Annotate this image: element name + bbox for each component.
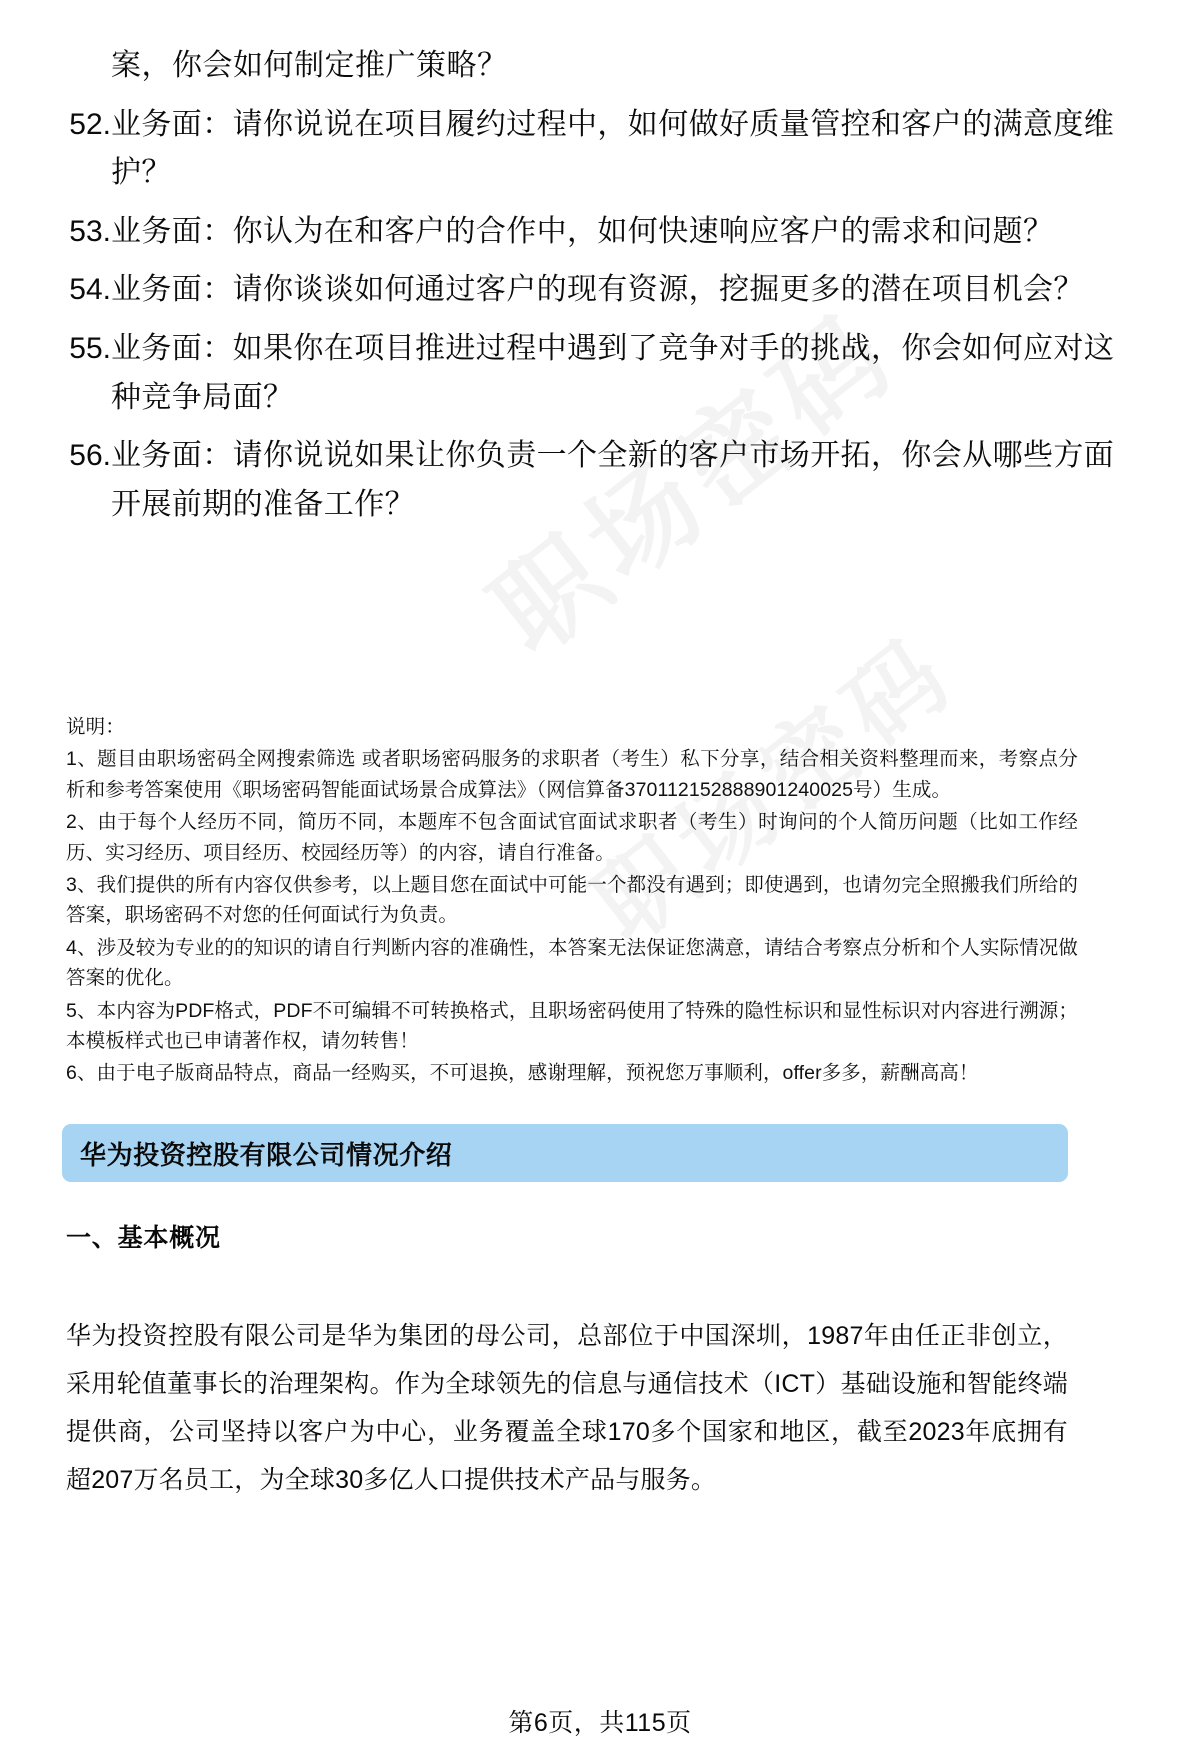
- question-number: 53.: [69, 214, 111, 248]
- question-number: 54.: [69, 273, 111, 307]
- question-text: 业务面：如果你在项目推进过程中遇到了竞争对手的挑战，你会如何应对这种竞争局面？: [111, 331, 1115, 414]
- page-number-label: 第6页，共115页: [508, 1709, 692, 1737]
- note-item: 6、由于电子版商品特点，商品一经购买，不可退换，感谢理解，预祝您万事顺利，offer多多，薪酬高高！: [66, 1062, 979, 1085]
- section-heading: 一、基本概况: [66, 1224, 221, 1252]
- section-content: [66, 1218, 1068, 1504]
- note-item: 3、我们提供的所有内容仅供参考，以上题目您在面试中可能一个都没有遇到；即使遇到，也请勿完全照搬我们所给的答案，职场密码不对您的任何面试行为负责。: [66, 874, 1078, 927]
- section-paragraph: 华为投资控股有限公司是华为集团的母公司，总部位于中国深圳，1987年由任正非创立，采用轮值董事长的治理架构。作为全球领先的信息与通信技术（ICT）基础设施和智能终端提供商，公司坚持以客户为中心，业务覆盖全球170多个国家和地区，截至2023年底拥有超207万名员工，为全球30多亿人口提供技术产品与服务。: [66, 1322, 1068, 1494]
- page-footer: [0, 1703, 1200, 1739]
- question-item: [0, 101, 1200, 198]
- question-number: 52.: [69, 107, 111, 141]
- notes-title: 说明：: [66, 716, 125, 738]
- note-item: 4、涉及较为专业的的知识的请自行判断内容的准确性，本答案无法保证您满意，请结合考察点分析和个人实际情况做答案的优化。: [66, 936, 1078, 990]
- question-item: [0, 266, 1200, 315]
- question-text: 业务面：请你说说如果让你负责一个全新的客户市场开拓，你会从哪些方面开展前期的准备工作？: [111, 439, 1115, 521]
- question-item: [0, 208, 1200, 257]
- question-number: 55.: [69, 331, 111, 365]
- note-item: 5、本内容为PDF格式，PDF不可编辑不可转换格式，且职场密码使用了特殊的隐性标识和显性标识对内容进行溯源；本模板样式也已申请著作权，请勿转售！: [66, 999, 1078, 1053]
- section-banner: [62, 1124, 1068, 1182]
- question-list: [0, 42, 1200, 539]
- question-item: [0, 325, 1200, 422]
- question-number: 56.: [69, 439, 111, 473]
- question-continuation-text: 案，你会如何制定推广策略？: [111, 49, 508, 82]
- section-banner-title: 华为投资控股有限公司情况介绍: [80, 1139, 453, 1170]
- notes-block: [66, 712, 1078, 1091]
- question-text: 业务面：请你说说在项目履约过程中，如何做好质量管控和客户的满意度维护？: [111, 107, 1115, 190]
- question-item: [0, 432, 1200, 529]
- question-text: 业务面：你认为在和客户的合作中，如何快速响应客户的需求和问题？: [111, 214, 1054, 248]
- note-item: 2、由于每个人经历不同，简历不同，本题库不包含面试官面试求职者（考生）时询问的个人简历问题（比如工作经历、实习经历、项目经历、校园经历等）的内容，请自行准备。: [66, 811, 1078, 864]
- question-text: 业务面：请你谈谈如何通过客户的现有资源，挖掘更多的潜在项目机会？: [111, 273, 1084, 307]
- note-item: 1、题目由职场密码全网搜索筛选 或者职场密码服务的求职者（考生）私下分享，结合相关资料整理而来，考察点分析和参考答案使用《职场密码智能面试场景合成算法》（网信算备370112152888901240025号）生成。: [66, 748, 1078, 801]
